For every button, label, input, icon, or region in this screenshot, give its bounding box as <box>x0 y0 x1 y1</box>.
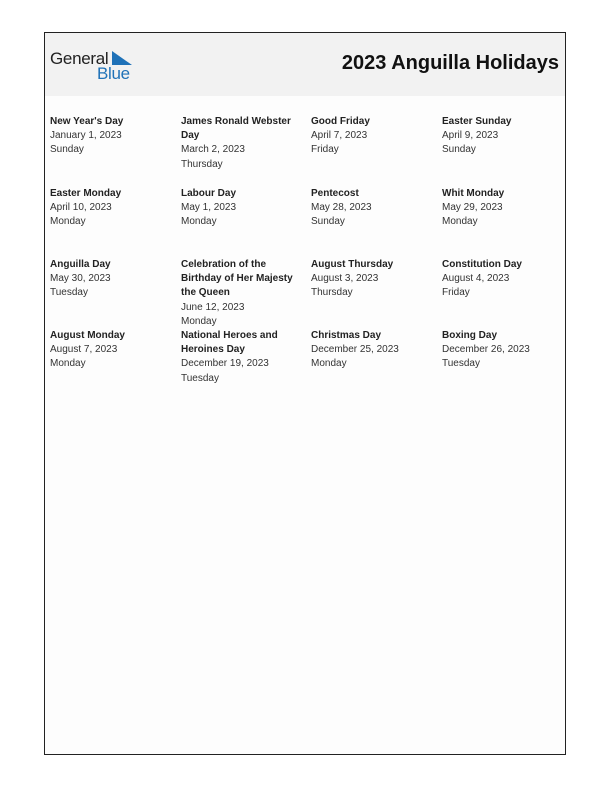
holiday-item <box>181 329 303 386</box>
holiday-item <box>50 329 172 372</box>
logo-flag-icon <box>112 51 132 65</box>
holiday-date: June 12, 2023 <box>181 301 245 313</box>
holiday-weekday: Monday <box>442 216 478 228</box>
generalblue-logo <box>50 47 140 83</box>
holiday-item <box>442 115 564 158</box>
holiday-date: December 26, 2023 <box>442 344 530 356</box>
holiday-weekday: Thursday <box>311 287 353 299</box>
holiday-date: April 7, 2023 <box>311 130 368 142</box>
holiday-weekday: Monday <box>311 358 347 370</box>
holiday-name: August Thursday <box>311 259 394 270</box>
logo-blue-text: Blue <box>97 64 130 83</box>
holiday-name: Boxing Day <box>442 330 498 341</box>
holiday-page <box>44 32 566 755</box>
holiday-weekday: Monday <box>50 216 86 228</box>
page-header <box>45 33 565 96</box>
holiday-date: March 2, 2023 <box>181 144 245 156</box>
holiday-date: August 3, 2023 <box>311 273 379 285</box>
holiday-date: April 10, 2023 <box>50 202 112 214</box>
holiday-name: August Monday <box>50 330 125 341</box>
holiday-item <box>442 329 564 372</box>
holiday-weekday: Monday <box>181 216 217 228</box>
holiday-name: Easter Monday <box>50 188 122 199</box>
holiday-item <box>50 187 172 230</box>
holiday-name: Anguilla Day <box>50 259 111 270</box>
holiday-name: Good Friday <box>311 116 370 127</box>
holiday-item <box>50 115 172 158</box>
holiday-item <box>181 115 303 172</box>
holiday-weekday: Friday <box>311 144 339 156</box>
holiday-date: May 1, 2023 <box>181 202 237 214</box>
holiday-weekday: Sunday <box>442 144 476 156</box>
holiday-name: James Ronald Webster Day <box>181 116 291 142</box>
holiday-date: August 7, 2023 <box>50 344 118 356</box>
holiday-weekday: Sunday <box>50 144 84 156</box>
holiday-date: August 4, 2023 <box>442 273 510 285</box>
holiday-date: January 1, 2023 <box>50 130 122 142</box>
holiday-item <box>311 329 433 372</box>
holiday-item <box>181 258 303 329</box>
holiday-row <box>50 115 565 187</box>
holiday-item <box>50 258 172 301</box>
holiday-name: National Heroes and Heroines Day <box>181 330 278 356</box>
logo-general-text: General <box>50 49 109 68</box>
holiday-date: April 9, 2023 <box>442 130 499 142</box>
holiday-name: Constitution Day <box>442 259 522 270</box>
holiday-weekday: Monday <box>181 315 217 327</box>
holiday-row <box>50 329 565 400</box>
holiday-item <box>442 187 564 230</box>
holiday-item <box>442 258 564 301</box>
holiday-date: May 30, 2023 <box>50 273 111 285</box>
page-title: 2023 Anguilla Holidays <box>341 52 559 74</box>
holiday-weekday: Friday <box>442 287 470 299</box>
holiday-grid <box>50 115 565 400</box>
holiday-date: December 25, 2023 <box>311 344 399 356</box>
holiday-name: New Year's Day <box>50 116 124 127</box>
holiday-name: Labour Day <box>181 188 237 199</box>
holiday-item <box>181 187 303 230</box>
holiday-name: Easter Sunday <box>442 116 512 127</box>
holiday-weekday: Thursday <box>181 158 223 170</box>
holiday-date: May 29, 2023 <box>442 202 503 214</box>
holiday-date: December 19, 2023 <box>181 358 269 370</box>
holiday-name: Whit Monday <box>442 188 505 199</box>
holiday-item <box>311 115 433 158</box>
holiday-item <box>311 187 433 230</box>
holiday-weekday: Tuesday <box>50 287 88 299</box>
holiday-date: May 28, 2023 <box>311 202 372 214</box>
holiday-name: Christmas Day <box>311 330 382 341</box>
holiday-weekday: Tuesday <box>442 358 480 370</box>
holiday-weekday: Tuesday <box>181 372 219 384</box>
holiday-row <box>50 258 565 329</box>
holiday-item <box>311 258 433 301</box>
holiday-row <box>50 187 565 258</box>
holiday-weekday: Monday <box>50 358 86 370</box>
holiday-weekday: Sunday <box>311 216 345 228</box>
holiday-name: Pentecost <box>311 188 359 199</box>
holiday-name: Celebration of the Birthday of Her Majesty the Queen <box>181 259 293 299</box>
